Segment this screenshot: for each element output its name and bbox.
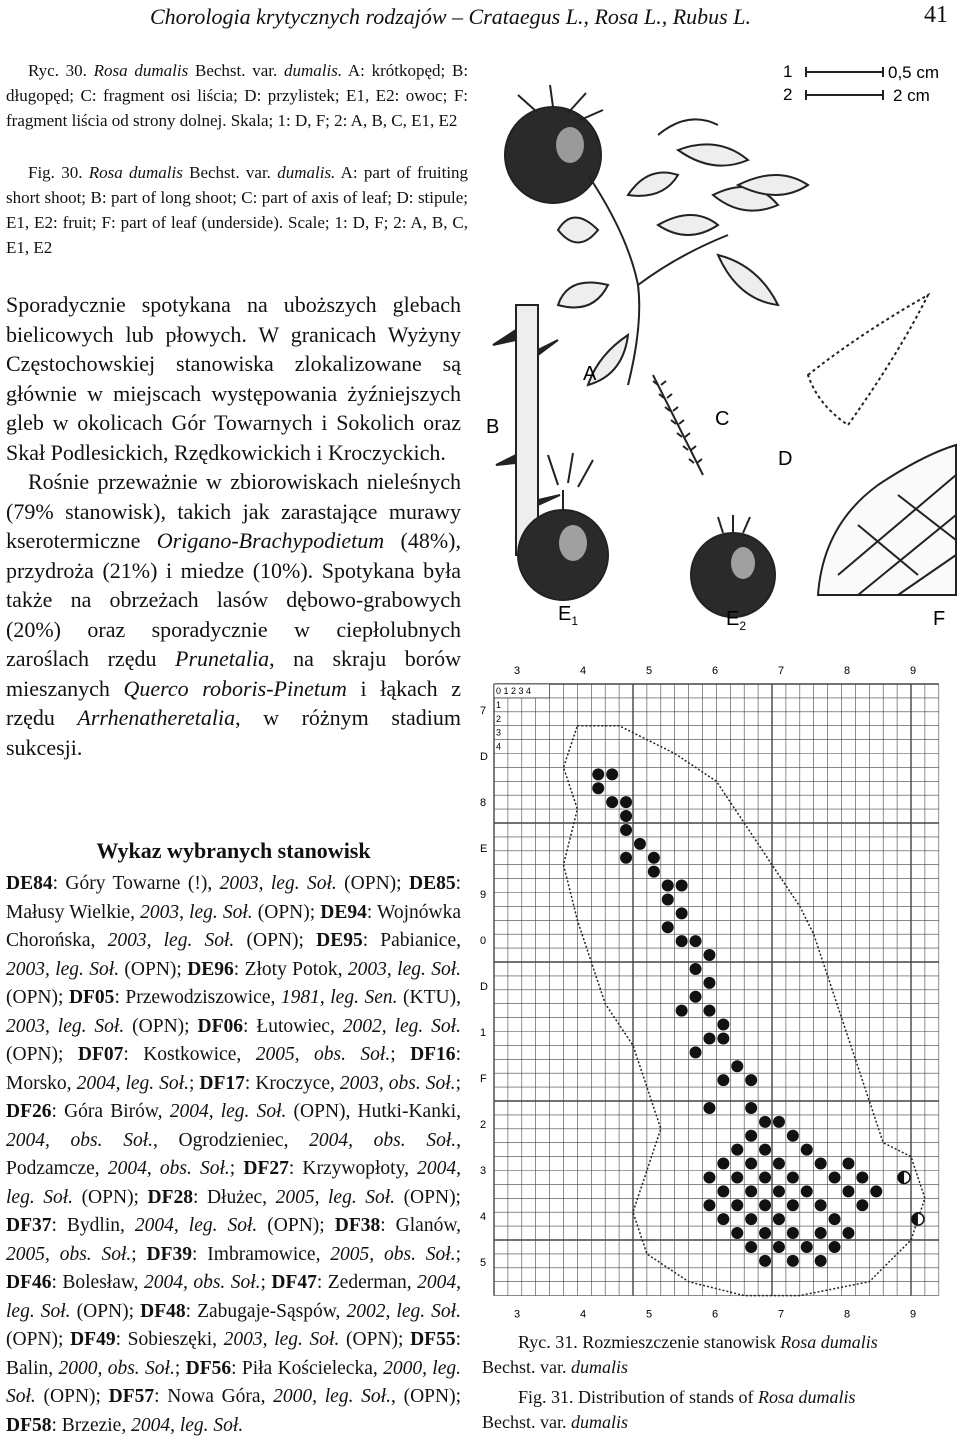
record-dot xyxy=(745,1213,757,1225)
record-dot xyxy=(703,1005,715,1017)
record-dot xyxy=(703,977,715,989)
map-top-label: 4 xyxy=(580,665,587,677)
record-dot xyxy=(856,1199,868,1211)
stand-herbarium: ; xyxy=(229,1158,244,1179)
stand-code: DF46 xyxy=(6,1272,52,1293)
record-dot xyxy=(676,935,688,947)
record-dot xyxy=(801,1185,813,1197)
caption-text: A: part of fruiting short shoot; B: part of long shoot; C: part of axis of leaf; D: stipule; E1, E2: fruit; F: part of leaf (underside). Scale; 1: D, F; 2: A, B, C, E1, E2 xyxy=(6,163,469,257)
caption-fig-number: Fig. 30. xyxy=(28,163,83,182)
record-dot xyxy=(745,1241,757,1253)
record-dot xyxy=(717,1185,729,1197)
map-caption-en: Fig. 31. Distribution of stands of Rosa dumalis Bechst. var. dumalis xyxy=(482,1387,856,1432)
caption-fig-number: Ryc. 30. xyxy=(28,61,87,80)
stand-record: 1981, leg. Sen. xyxy=(280,987,398,1008)
running-title: Chorologia krytycznych rodzajów – Crataegus L., Rosa L., Rubus L. xyxy=(150,4,751,29)
stand-herbarium: (OPN); xyxy=(336,873,409,894)
stand-code: DF58 xyxy=(6,1414,52,1436)
record-dot xyxy=(717,1032,729,1044)
caption-species: Rosa dumalis xyxy=(88,163,183,182)
leaf-f xyxy=(818,445,956,595)
map-bottom-label: 8 xyxy=(844,1308,851,1321)
stand-record: 2004, obs. Soł. xyxy=(144,1272,261,1293)
record-dot xyxy=(787,1199,799,1211)
record-dot xyxy=(759,1199,771,1211)
stand-code: DF28 xyxy=(147,1186,194,1208)
stand-locality: : Glanów, xyxy=(380,1215,462,1236)
record-dot xyxy=(731,1171,743,1183)
record-dot xyxy=(787,1130,799,1142)
map-top-label: 5 xyxy=(646,665,653,677)
stand-locality: : Bolesław, xyxy=(51,1272,144,1293)
record-dot xyxy=(620,810,632,822)
record-dot xyxy=(773,1185,785,1197)
stand-locality: : Zabugaje-Sąspów, xyxy=(185,1300,347,1322)
record-dot xyxy=(745,1158,757,1170)
stands-list xyxy=(6,870,461,1440)
stand-locality: : Pabianice, xyxy=(362,930,461,951)
stand-record: 2002, leg. Soł. xyxy=(342,1015,461,1037)
stand-code: DF49 xyxy=(70,1329,116,1350)
record-dot xyxy=(676,1005,688,1017)
caption-var: dumalis. xyxy=(283,61,343,80)
stand-herbarium: (OPN); xyxy=(70,1300,141,1322)
record-dot xyxy=(759,1144,771,1156)
stand-code: DF56 xyxy=(185,1357,232,1379)
stand-record: 2000, leg. Soł. xyxy=(273,1386,391,1407)
record-dot xyxy=(773,1158,785,1170)
map-left-label: 1 xyxy=(480,1027,487,1039)
stand-herbarium: ; xyxy=(188,1072,200,1094)
map-bottom-label: 7 xyxy=(778,1308,785,1321)
record-dot xyxy=(745,1074,757,1086)
stand-record: 2004, leg. Soł. xyxy=(76,1072,189,1094)
running-header xyxy=(0,0,960,40)
record-dot xyxy=(606,768,618,780)
record-dot xyxy=(759,1171,771,1183)
map-top-label: 3 xyxy=(514,665,521,677)
record-dot xyxy=(703,1171,715,1183)
record-dot xyxy=(787,1171,799,1183)
stand-code: DF57 xyxy=(108,1386,155,1407)
map-left-label: 8 xyxy=(480,797,487,809)
map-top-label: 8 xyxy=(844,665,851,677)
stand-locality: : Kroczyce, xyxy=(244,1072,340,1094)
record-dot xyxy=(690,991,702,1003)
stand-herbarium: (OPN); xyxy=(119,958,188,980)
stand-locality: : Morsko, xyxy=(6,1044,461,1094)
stand-code: DF38 xyxy=(334,1215,381,1236)
stand-record: 2004, obs. Soł. xyxy=(6,1129,153,1151)
record-dot xyxy=(787,1255,799,1267)
record-dot xyxy=(592,782,604,794)
record-dot xyxy=(829,1171,841,1183)
record-dot xyxy=(662,893,674,905)
record-dot xyxy=(662,880,674,892)
map-left-label: 0 xyxy=(480,935,487,947)
record-dot xyxy=(745,1185,757,1197)
caption-author: Bechst. var. xyxy=(194,61,278,80)
stand-locality: : Zederman, xyxy=(316,1272,418,1293)
record-dot xyxy=(606,796,618,808)
record-dot xyxy=(648,852,660,864)
stand-code: DE84 xyxy=(6,873,53,894)
stand-record: 2004, leg. Soł. xyxy=(6,1272,462,1322)
stand-record: 2004, leg. Soł. xyxy=(134,1215,258,1236)
stand-herbarium: (OPN); xyxy=(124,1015,198,1037)
record-dot xyxy=(703,1032,715,1044)
legend-side-digit: 2 xyxy=(496,713,502,724)
record-dot xyxy=(731,1199,743,1211)
record-dot xyxy=(801,1241,813,1253)
stand-record: 2004, leg. Soł. xyxy=(131,1414,244,1436)
stand-herbarium: (OPN); xyxy=(6,1329,71,1350)
map-top-label: 7 xyxy=(778,665,785,677)
caption-author: Bechst. var. xyxy=(189,163,271,182)
stand-locality: : Góry Towarne (!), xyxy=(52,873,220,894)
stand-herbarium: (OPN); xyxy=(339,1329,411,1350)
stand-herbarium: ; xyxy=(131,1243,147,1265)
stand-herbarium: , (OPN); xyxy=(390,1386,461,1407)
stand-record: 2003, leg. Soł. xyxy=(223,1329,340,1350)
stand-locality: : Wojnówka Chorońska, xyxy=(6,901,461,951)
map-left-label: E xyxy=(480,843,488,855)
stand-locality: : Złoty Potok, xyxy=(233,958,348,980)
page-number: 41 xyxy=(924,2,948,28)
record-dot xyxy=(717,1074,729,1086)
stand-record: 2000, leg. Soł. xyxy=(6,1357,462,1407)
map-left-label: F xyxy=(480,1073,487,1085)
record-dot xyxy=(620,824,632,836)
label-d: D xyxy=(778,448,793,470)
stand-locality: : Łutowiec, xyxy=(242,1015,343,1037)
record-dot xyxy=(717,1213,729,1225)
stand-code: DF06 xyxy=(197,1015,243,1037)
stand-locality: : Piła Kościelecka, xyxy=(231,1357,384,1379)
record-dot xyxy=(676,907,688,919)
rosa-dumalis-drawing xyxy=(478,55,958,635)
record-dot xyxy=(870,1185,882,1197)
scale-1-label: 0,5 cm xyxy=(888,63,940,82)
map-bottom-label: 5 xyxy=(646,1308,653,1321)
record-dot xyxy=(815,1227,827,1239)
body-paragraph-1: Sporadycznie spotykana na uboższych glebach bielicowych lub płowych. W granicach Wyżyny Częstochowskiej stanowiska zlokalizowane są głównie w miejscach występowania żyźniejszych gleb w okolicach Gór Towarnych i Sokolich oraz Skał Podlesickich, Rzędkowickich i Kroczyckich. xyxy=(6,292,461,465)
record-dot xyxy=(773,1241,785,1253)
record-dot xyxy=(662,921,674,933)
stand-herbarium: ; xyxy=(455,1072,461,1094)
stand-herbarium: , Podzamcze, xyxy=(6,1129,461,1179)
shoot-a xyxy=(505,85,808,385)
figure-caption-en xyxy=(6,160,468,260)
stand-record: 2005, obs. Soł. xyxy=(255,1044,391,1065)
scale-1-number: 1 xyxy=(783,62,793,81)
record-dot xyxy=(703,1199,715,1211)
legend-digits: 0 1 2 3 4 xyxy=(496,686,532,696)
record-dot xyxy=(759,1116,771,1128)
record-dot xyxy=(856,1171,868,1183)
label-b: B xyxy=(486,416,500,438)
record-dot xyxy=(759,1255,771,1267)
record-dot xyxy=(717,1019,729,1031)
stand-code: DF39 xyxy=(146,1243,193,1265)
label-e1: $E_1$ xyxy=(558,603,579,628)
stand-code: DE96 xyxy=(187,958,234,980)
record-dot xyxy=(773,1116,785,1128)
record-dot xyxy=(648,866,660,878)
section-heading: Wykaz wybranych stanowisk xyxy=(96,838,371,863)
caption-species: Rosa dumalis xyxy=(93,61,189,80)
stand-record: 2003, obs. Soł. xyxy=(339,1072,456,1094)
stand-record: 2004, leg. Soł. xyxy=(6,1158,461,1208)
record-dot xyxy=(592,768,604,780)
record-dot xyxy=(801,1144,813,1156)
stand-herbarium: ; xyxy=(174,1357,186,1379)
stands-paragraph xyxy=(6,870,461,1440)
record-dot xyxy=(690,1046,702,1058)
leaf-axis-c xyxy=(653,375,703,475)
fruit-e2 xyxy=(691,515,775,617)
stand-herbarium: (OPN); xyxy=(35,1386,109,1407)
scale-bars xyxy=(783,62,939,105)
record-dot xyxy=(634,838,646,850)
stand-locality: : Balin, xyxy=(6,1329,462,1379)
scale-2-number: 2 xyxy=(783,85,793,104)
stand-locality: : Kostkowice, xyxy=(123,1044,256,1065)
stand-record: 2000, obs. Soł. xyxy=(58,1357,175,1379)
label-e2: $E_2$ xyxy=(726,608,747,633)
stand-record: 2002, leg. Soł. xyxy=(346,1300,461,1322)
record-dot xyxy=(703,1102,715,1114)
stand-herbarium: ; xyxy=(260,1272,272,1293)
record-dot xyxy=(731,1227,743,1239)
stand-code: DF37 xyxy=(6,1215,52,1236)
stand-code: DF27 xyxy=(243,1158,289,1179)
record-dot xyxy=(620,852,632,864)
stand-code: DF48 xyxy=(140,1300,186,1322)
record-dot xyxy=(773,1213,785,1225)
map-left-label: 9 xyxy=(480,889,487,901)
map-bottom-label: 9 xyxy=(910,1308,917,1321)
legend-side-digit: 4 xyxy=(496,741,502,752)
map-left-label: 5 xyxy=(480,1257,487,1269)
map-top-label: 6 xyxy=(712,665,719,677)
label-f: F xyxy=(933,608,946,630)
record-dot xyxy=(842,1185,854,1197)
stand-locality: : Imbramowice, xyxy=(192,1243,331,1265)
stand-herbarium: (OPN); xyxy=(257,1215,335,1236)
record-dot xyxy=(690,935,702,947)
map-left-label: 2 xyxy=(480,1119,487,1131)
stand-locality: : Brzezie, xyxy=(51,1414,132,1436)
record-dot xyxy=(815,1158,827,1170)
stand-code: DF05 xyxy=(68,987,115,1008)
record-dot xyxy=(745,1130,757,1142)
legend-side-digit: 1 xyxy=(496,699,502,710)
stand-herbarium: , Ogrodzieniec, xyxy=(152,1129,310,1151)
stand-locality: : Sobieszęki, xyxy=(115,1329,224,1350)
record-dot xyxy=(815,1199,827,1211)
stand-code: DF17 xyxy=(199,1072,245,1094)
record-dot xyxy=(731,1144,743,1156)
map-left-label: 7 xyxy=(480,705,487,717)
stand-locality: : Góra Birów, xyxy=(51,1101,170,1122)
record-dot xyxy=(690,963,702,975)
body-paragraph-2: Rośnie przeważnie w zbiorowiskach nieleśnych (79% stanowisk), takich jak zarastające murawy kserotermiczne Origano-Brachypodietum (48%), przydroża (21%) i miedze (10%). Spotykana była także na obrzeżach lasów dębowo-grabowych (20%) oraz sporadycznie w ciepłolubnych zaroślach rzędu Prunetalia, na skraju borów mieszanych Querco roboris-Pinetum i łąkach z rzędu Arrhenatheretalia, w różnym stadium sukcesji. xyxy=(6,469,461,760)
record-dot xyxy=(787,1227,799,1239)
stand-code: DE94 xyxy=(320,901,367,923)
stand-record: 2003, leg. Soł. xyxy=(6,958,120,980)
record-dot xyxy=(717,1158,729,1170)
map-bottom-label: 4 xyxy=(580,1308,587,1321)
stand-code: DE95 xyxy=(316,930,363,951)
map-bottom-label: 6 xyxy=(712,1308,719,1321)
stand-herbarium: (OPN); xyxy=(6,1044,78,1065)
record-dot xyxy=(620,796,632,808)
stand-record: 2005, obs. Soł. xyxy=(330,1243,456,1265)
stand-locality: : Krzywopłoty, xyxy=(288,1158,418,1179)
stand-code: DF26 xyxy=(6,1101,52,1122)
map-left-label: 3 xyxy=(480,1165,487,1177)
stand-herbarium: (OPN), Hutki-Kanki, xyxy=(286,1101,461,1122)
map-left-label: 4 xyxy=(480,1211,487,1223)
stand-herbarium: (OPN); xyxy=(6,987,69,1008)
stand-locality: : Małusy Wielkie, xyxy=(6,873,461,923)
stand-herbarium: (OPN); xyxy=(395,1186,461,1208)
record-dot xyxy=(829,1213,841,1225)
stand-locality: : Dłużec, xyxy=(193,1186,276,1208)
record-dot xyxy=(842,1227,854,1239)
stand-herbarium: (KTU), xyxy=(397,987,461,1008)
caption-text: A: krótkopęd; B: długopęd; C: fragment osi liścia; D: przylistek; E1, E2: owoc; F: fragment liścia od strony dolnej. Skala; 1: D, F; 2: A, B, C, E1, E2 xyxy=(6,61,469,130)
stand-code: DF07 xyxy=(77,1044,124,1065)
stand-code: DF55 xyxy=(410,1329,456,1350)
stand-record: 2003, leg. Soł. xyxy=(219,873,337,894)
stand-code: DE85 xyxy=(408,873,456,894)
figure-caption-pl xyxy=(6,58,468,133)
stand-herbarium: (OPN); xyxy=(252,901,321,923)
label-c: C xyxy=(715,408,730,430)
map-left-label: D xyxy=(480,981,488,993)
stand-locality: : Nowa Góra, xyxy=(154,1386,274,1407)
stand-record: 2005, obs. Soł. xyxy=(6,1243,132,1265)
map-left-label: D xyxy=(480,751,488,763)
stand-record: 2003, leg. Soł. xyxy=(107,930,235,951)
record-dot xyxy=(759,1227,771,1239)
legend-side-digit: 3 xyxy=(496,727,502,738)
distribution-map xyxy=(478,660,958,1321)
record-dot xyxy=(676,880,688,892)
stand-record: 2003, leg. Soł. xyxy=(6,1015,125,1037)
caption-var: dumalis. xyxy=(277,163,336,182)
stand-record: 2003, leg. Soł. xyxy=(140,901,253,923)
stand-locality: : Przewodziszowice, xyxy=(114,987,281,1008)
stand-locality: : Bydlin, xyxy=(51,1215,135,1236)
stand-herbarium: ; xyxy=(390,1044,411,1065)
scale-2-label: 2 cm xyxy=(893,86,930,105)
body-text xyxy=(6,290,461,762)
record-dot xyxy=(703,949,715,961)
stand-record: 2005, leg. Soł. xyxy=(275,1186,396,1208)
map-top-label: 9 xyxy=(910,665,917,677)
stand-herbarium: ; xyxy=(455,1243,461,1265)
stand-code: DF16 xyxy=(410,1044,456,1065)
map-bottom-label: 3 xyxy=(514,1308,521,1321)
stand-herbarium: (OPN); xyxy=(73,1186,148,1208)
map-caption-pl: Ryc. 31. Rozmieszczenie stanowisk Rosa dumalis Bechst. var. dumalis xyxy=(482,1332,878,1377)
stand-record: 2004, obs. Soł. xyxy=(107,1158,230,1179)
stand-record: 2004, leg. Soł. xyxy=(169,1101,287,1122)
record-dot xyxy=(731,1060,743,1072)
stand-code: DF47 xyxy=(271,1272,317,1293)
record-dot xyxy=(842,1158,854,1170)
record-dot xyxy=(815,1255,827,1267)
record-dot xyxy=(745,1102,757,1114)
label-a: A xyxy=(583,363,597,385)
stand-record: 2003, leg. Soł. xyxy=(347,958,461,980)
stipule-d xyxy=(808,295,928,425)
stand-record: 2004, obs. Soł. xyxy=(309,1129,457,1151)
record-dot xyxy=(829,1241,841,1253)
stand-herbarium: (OPN); xyxy=(234,930,317,951)
